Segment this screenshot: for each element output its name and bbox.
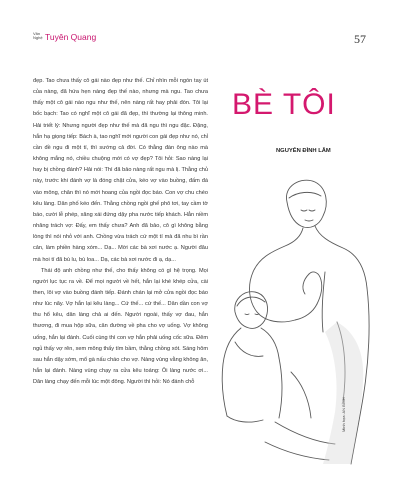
story-title: BÈ TÔI: [232, 88, 336, 121]
illustration-credit: Minh họa: AN BÌNH: [341, 397, 346, 432]
body-paragraph-2: Thái độ anh chồng như thế, cho thấy không có gì hệ trọng. Mọi người lục tục ra về. Để mọi người về hết, hắn lại khé khép cửa, cài then, lôi vợ vào buồng đánh tiếp. Đánh chán lại mở cửa ngồi đọc báo như lúc nãy. Vợ hắn lại kêu làng... Cứ thế... cứ thế... Dân dần con vợ thu hổ kêu, dân làng chả ai đến. Người ngoài, thấy vợ đau, hắn thương, đi mua hộp sữa, cân đường về pha cho vợ uống. Vợ không uống, hắn lại đánh. Cuối cùng thì con vợ hắn phải uống cốc sữa. Đêm ngủ thấy vợ rên, xem mông thấy tím bầm, thằng chồng xót. Sáng hôm sau hắn dậy sớm, mổ gà nấu cháo cho vợ. Nàng vùng vằng không ăn, hắn lại đánh. Nàng vùng chạy ra cửa kêu toáng: Ôi làng nước ơi... Dân làng chạy đến mỗi lúc một đông. Người thì hỏi: Nó đánh chỗ: [33, 267, 208, 386]
author-name: NGUYỄN ĐÌNH LÂM: [276, 148, 331, 154]
illustration-mother-child: [205, 172, 375, 468]
brand-main-text: Tuyên Quang: [45, 32, 97, 42]
page-number: 57: [354, 32, 366, 46]
body-paragraph-1: đẹp. Tao chưa thấy cô gái nào đẹp như thế. Chỉ nhìn mỗi ngón tay út của nàng, đã hứa hẹn nàng đẹp thế nào, nhưng mà ngu. Tao chưa thấy một cô gái nào ngu như thế, nên nàng rất hay phải đòn. Tôi lại bốc bạch: Tao có nghĩ một cô gái đã đẹp, thì thường lại thông minh. Hải triết lý: Nhưng người đẹp như thế mà đã ngu thì ngu đặc. Đặng, hắn hạ giọng tiếp: Bách à, tao nghĩ mới người con gái đẹp như nó, chỉ cần đề ngu đi một tí, thì sướng cả đời. Có thằng đàn ông nào mà không mắng nó, chiều chuộng mới có vợ đẹp? Tôi hỏi: Sao nàng lại hay bị chồng đánh? Hải nói: Thì đã bảo nàng rất ngu mà lị. Thằng chủ này, trước khi đánh vợ là đóng chặt cửa, kéo vợ vào buồng, đấm đá vào mông, chân thì nó mới hoang của ngồi đọc báo. Con vợ chu chéo kêu làng. Dân phố kéo đến. Thằng chồng ngồi ghế phô tơi, tay cầm tờ báo, cười lễ phép, xăng xái đứng dậy pha nước tiếp khách. Hẳn niềm nhăng trách vợ: Đấy, em thấy chưa? Anh đã bảo, cô gì không bằng lòng thì nói nhỏ với anh. Chồng vừa trách cứ một tí mà đã nhu bì rần cản, làm phiền hàng xóm... Dạ... Mời các bà xơi nước ạ. Người đâu mà hoi tí đã bù lu, bù loa... Dạ, các bà xơi nước đi ạ, dạ...: [33, 78, 208, 263]
article-body: [33, 76, 208, 388]
brand-small-text: Văn Nghệ: [33, 31, 43, 40]
